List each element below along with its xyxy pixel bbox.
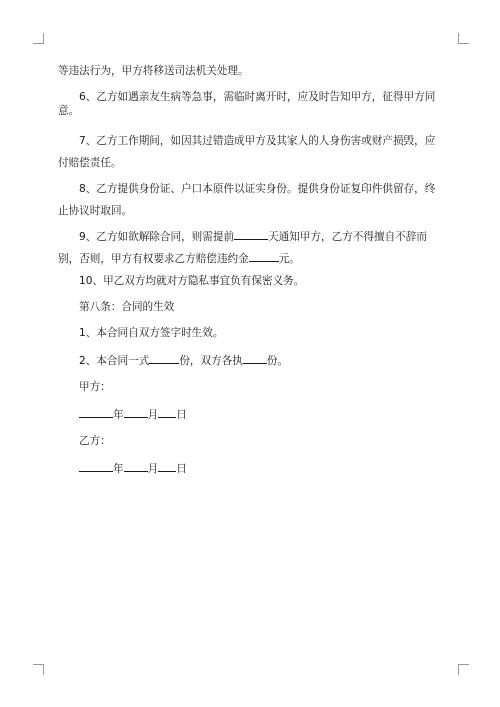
day-label: 日 bbox=[176, 463, 187, 475]
party-a-year-blank bbox=[79, 406, 113, 418]
article-8-heading: 第八条：合同的生效 bbox=[79, 301, 175, 313]
article-8-item-2-part-c: 份。 bbox=[266, 355, 289, 367]
party-b-label: 乙方： bbox=[79, 435, 111, 447]
clause-7: 7、乙方工作期间，如因其过错造成甲方及其家人的人身伤害或财产损毁，应付赔偿责任。 bbox=[58, 135, 436, 169]
crop-mark-top-right bbox=[458, 33, 469, 44]
clause-9-part-a: 9、乙方如欲解除合同，则需提前 bbox=[79, 231, 235, 243]
crop-mark-top-left bbox=[33, 33, 44, 44]
copies-each-blank bbox=[243, 352, 267, 364]
party-b-day-blank bbox=[158, 460, 176, 472]
party-a-date-line bbox=[58, 406, 442, 422]
clause-9 bbox=[58, 226, 442, 270]
party-b-date-line bbox=[58, 460, 442, 476]
party-b-year-blank bbox=[79, 460, 113, 472]
article-8-item-2 bbox=[58, 352, 442, 368]
crop-mark-bottom-right bbox=[458, 664, 469, 675]
notice-days-blank bbox=[234, 228, 268, 240]
party-a-label: 甲方： bbox=[79, 381, 111, 393]
clause-9-part-b: 天通知甲方，乙方不得擅自不辞而别，否则，甲方有权要求乙方赔偿违约金 bbox=[58, 231, 427, 265]
document-body bbox=[58, 64, 442, 476]
day-label: 日 bbox=[176, 409, 187, 421]
article-8-item-2-part-a: 2、本合同一式 bbox=[79, 355, 150, 367]
clause-6: 6、乙方如遇亲友生病等急事，需临时离开时，应及时告知甲方，征得甲方同意。 bbox=[58, 91, 436, 117]
clause-9-part-c: 元。 bbox=[278, 253, 300, 265]
copies-total-blank bbox=[149, 352, 179, 364]
month-label: 月 bbox=[147, 463, 159, 475]
crop-mark-bottom-left bbox=[33, 664, 44, 675]
penalty-amount-blank bbox=[249, 250, 279, 262]
month-label: 月 bbox=[147, 409, 159, 421]
article-8-item-2-part-b: 份，双方各执 bbox=[179, 355, 243, 367]
clause-5-tail: 等违法行为，甲方将移送司法机关处理。 bbox=[58, 65, 249, 77]
article-8-item-1: 1、本合同自双方签字时生效。 bbox=[79, 327, 224, 339]
party-a-month-blank bbox=[124, 406, 148, 418]
party-a-day-blank bbox=[158, 406, 176, 418]
year-label: 年 bbox=[113, 409, 124, 421]
party-b-month-blank bbox=[124, 460, 148, 472]
year-label: 年 bbox=[113, 463, 124, 475]
clause-10: 10、甲乙双方均就对方隐私事宜负有保密义务。 bbox=[79, 275, 305, 287]
clause-8: 8、乙方提供身份证、户口本原件以证实身份。提供身份证复印件供留存，终止协议时取回。 bbox=[58, 183, 436, 217]
